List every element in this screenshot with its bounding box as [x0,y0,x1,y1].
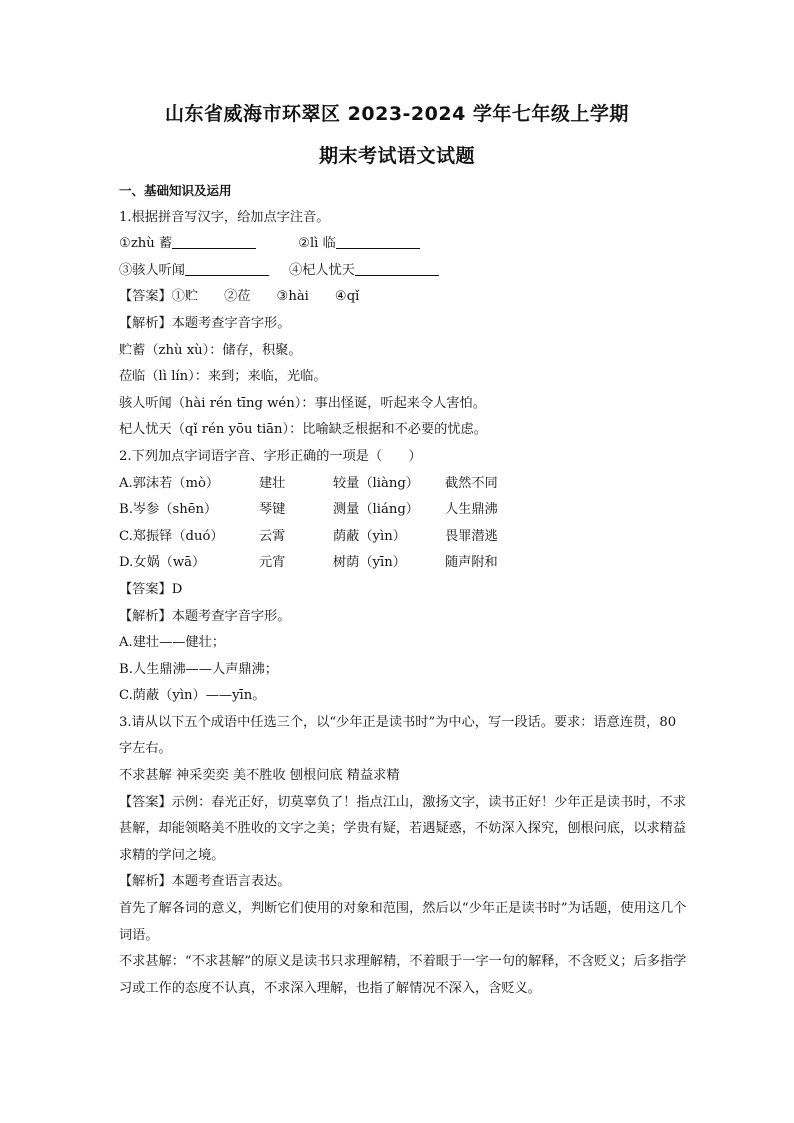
answer-blank [172,234,256,249]
option-text: D.女娲（wā） [119,555,206,571]
q2-analysis-text: 本题考查字音字形。 [171,608,291,624]
q3-stem: 3.请从以下五个成语中任选三个，以“少年正是读书时”为中心，写一段话。要求：语意连贯，80字左右。 [119,714,677,757]
option-text: 较量（liàng） [333,475,419,491]
q1-note: 莅临（lì lín）：来到；来临，光临。 [119,369,327,385]
option-text: 树荫（yīn） [333,555,406,571]
q1-item: ③骇人听闻 [119,262,185,278]
q2-stem: 2.下列加点字词语字音、字形正确的一项是（ ） [119,448,422,464]
q2-note: C.荫蔽（yìn）——yīn。 [119,688,266,704]
option-text: 截然不同 [445,475,498,491]
option-text: 元宵 [259,555,286,571]
option-text: B.岑参（shēn） [119,502,218,518]
q2-analysis [119,604,689,631]
q1-answer-4: ④qǐ [334,289,360,305]
q3-note: 首先了解各词的意义，判断它们使用的对象和范围，然后以“少年正是读书时”为话题，使用这几个词语。 [119,901,687,943]
q1-note: 杞人忧天（qǐ rén yōu tiān）：比喻缺乏根据和不必要的忧虑。 [119,422,487,438]
q1-answer-1: ①贮 [171,289,199,305]
q3-idioms: 不求甚解 神采奕奕 美不胜收 刨根问底 精益求精 [119,768,400,784]
document-title-line2: 期末考试语文试题 [318,145,475,167]
option-text: 建壮 [259,475,286,491]
q3-answer-text: 示例：春光正好，切莫辜负了！指点江山，激扬文字，读书正好！少年正是读书时，不求甚解，却能领略美不胜收的文字之美；学贵有疑，若遇疑惑，不妨深入探究，刨根问底，以求精益求精的学问之境。 [119,794,687,863]
analysis-label: 【解析】 [119,315,172,331]
q3-answer [119,790,689,870]
option-text: 荫蔽（yìn） [333,528,406,544]
document-body [119,178,689,1002]
q1-item: ④杞人忧天 [288,262,355,278]
answer-label: 【答案】 [119,581,172,597]
q1-analysis-text: 本题考查字音字形。 [171,315,291,331]
q2-option-d [119,550,689,577]
option-text: 测量（liáng） [333,502,419,518]
analysis-label: 【解析】 [119,874,172,890]
document-title-line1: 山东省威海市环翠区 2023-2024 学年七年级上学期 [165,103,629,125]
q3-analysis-text: 本题考查语言表达。 [171,874,291,890]
q1-answer-2: ②莅 [224,289,251,305]
answer-label: 【答案】 [119,289,172,305]
q1-stem: 1.根据拼音写汉字，给加点字注音。 [119,209,330,225]
option-text: C.郑振铎（duó） [119,528,224,544]
q1-item: ②lì 临 [298,236,336,252]
option-text: 人生鼎沸 [445,502,498,518]
option-text: A.郭沫若（mò） [119,475,220,491]
option-text: 云霄 [259,528,286,544]
q3-analysis [119,869,689,896]
answer-blank [185,261,269,276]
q1-note: 骇人听闻（hài rén tīng wén）：事出怪诞，听起来令人害怕。 [119,395,486,411]
option-text: 畏罪潜逃 [445,528,498,544]
q2-option-a [119,471,689,498]
q2-note: A.建壮——健壮； [119,635,226,651]
q1-note: 贮蓄（zhù xù）：储存，积聚。 [119,342,302,358]
section-heading: 一、基础知识及运用 [119,183,232,198]
option-text: 随声附和 [445,555,498,571]
answer-blank [355,261,439,276]
q1-analysis [119,311,689,338]
option-text: 琴键 [259,502,286,518]
q2-note: B.人生鼎沸——人声鼎沸； [119,661,278,677]
q2-answer [119,577,689,604]
answer-label: 【答案】 [119,794,172,810]
q1-items-row1 [119,231,689,258]
answer-blank [336,234,420,249]
q1-answer-3: ③hài [276,289,309,305]
analysis-label: 【解析】 [119,608,172,624]
q2-option-c [119,524,689,551]
q1-items-row2 [119,258,689,285]
q1-answer [119,284,689,311]
q3-note: 不求甚解：“不求甚解”的原义是读书只求理解精，不着眼于一字一句的解释，不含贬义；后多指学习或工作的态度不认真，不求深入理解，也指了解情况不深入，含贬义。 [119,954,687,996]
q2-answer-value: D [171,581,183,597]
q2-option-b [119,497,689,524]
q1-item: ①zhù 蓄 [119,236,173,252]
